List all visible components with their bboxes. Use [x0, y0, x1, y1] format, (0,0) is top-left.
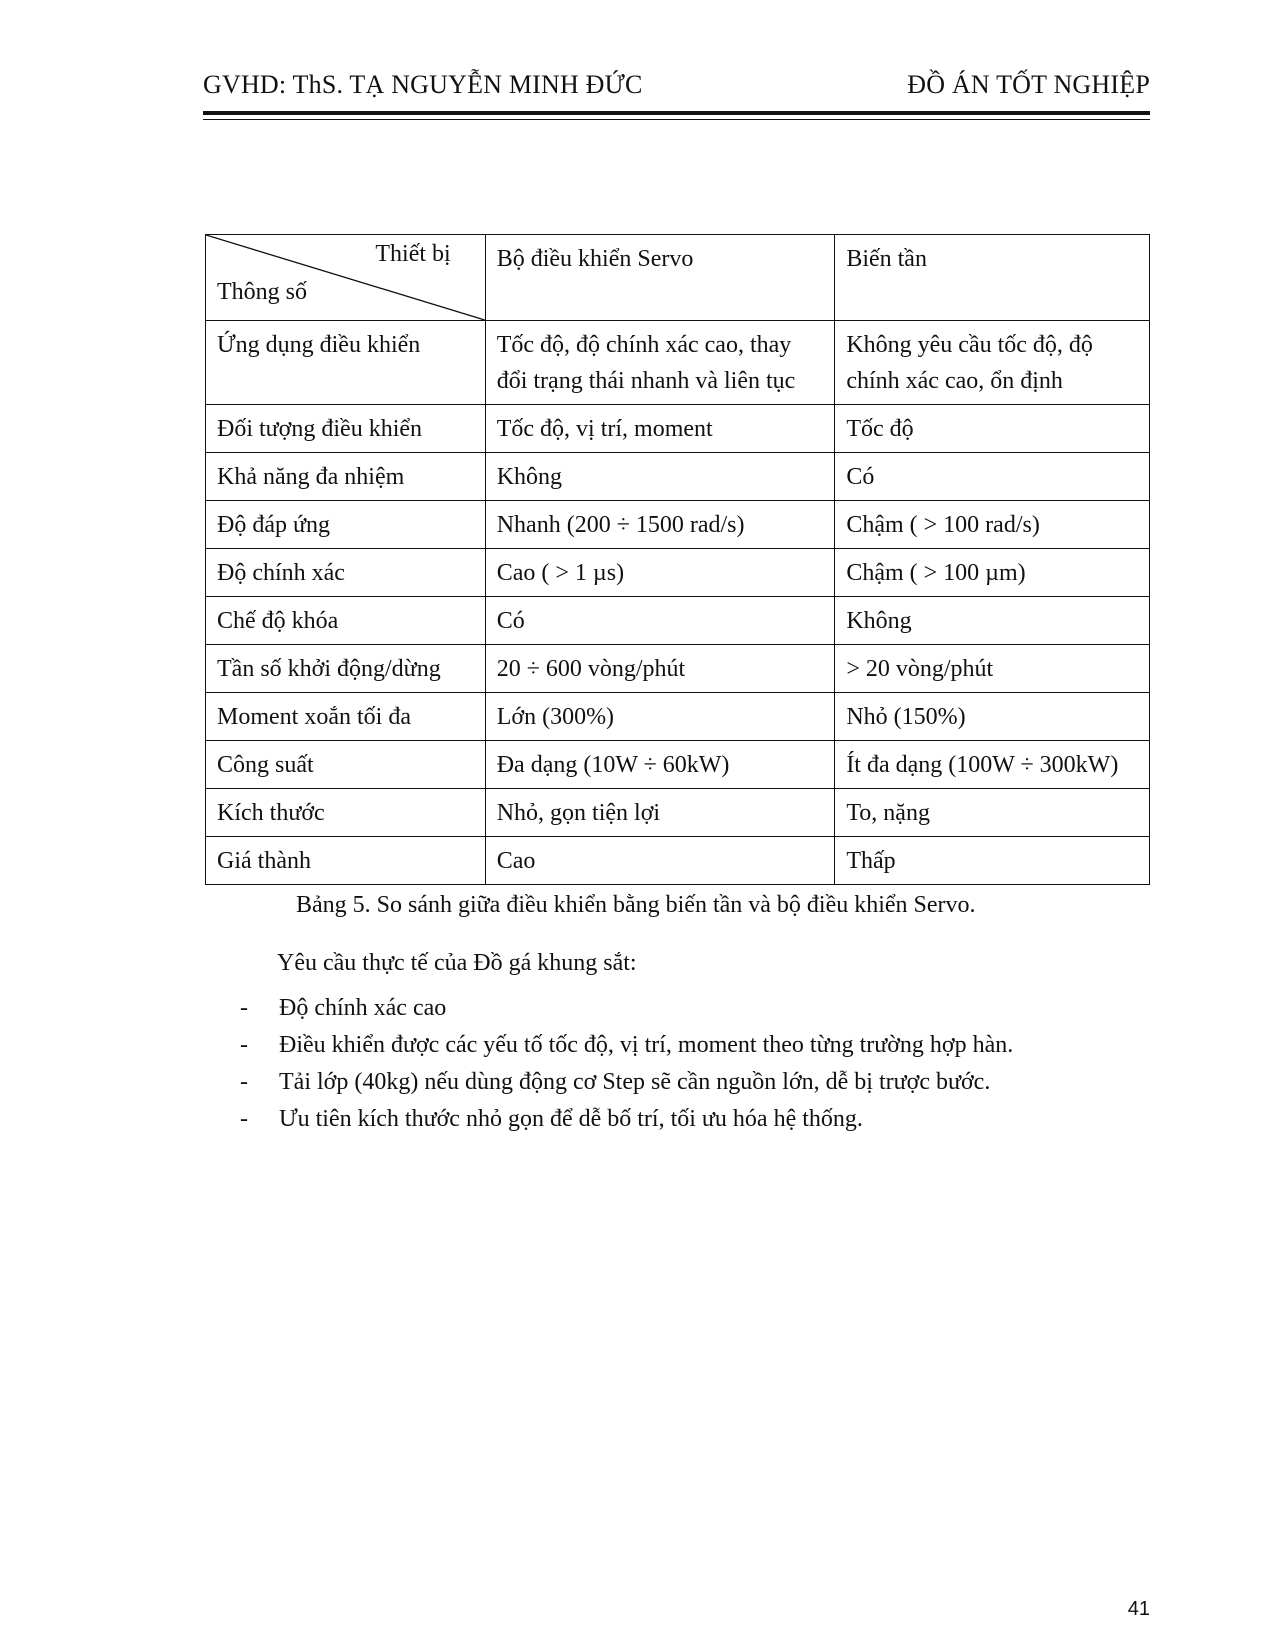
- table-row: [206, 453, 1150, 501]
- requirements-intro: Yêu cầu thực tế của Đồ gá khung sắt:: [277, 950, 637, 976]
- table-row: [206, 549, 1150, 597]
- list-item: [240, 1027, 1013, 1064]
- inverter-cell: > 20 vòng/phút: [835, 645, 1150, 693]
- table-corner-cell: [206, 235, 486, 321]
- servo-cell: Nhanh (200 ÷ 1500 rad/s): [485, 501, 835, 549]
- inverter-cell: Chậm ( > 100 µm): [835, 549, 1150, 597]
- page-number: 41: [1127, 1598, 1150, 1620]
- header-rule-thin: [203, 119, 1150, 120]
- table-row: [206, 693, 1150, 741]
- servo-cell: Không: [485, 453, 835, 501]
- column-header-inverter: Biến tần: [835, 235, 1150, 321]
- inverter-cell: Không yêu cầu tốc độ, độ chính xác cao, ổn định: [835, 321, 1150, 405]
- inverter-cell: Ít đa dạng (100W ÷ 300kW): [835, 741, 1150, 789]
- param-cell: Chế độ khóa: [206, 597, 486, 645]
- param-cell: Khả năng đa nhiệm: [206, 453, 486, 501]
- inverter-cell: Không: [835, 597, 1150, 645]
- servo-cell: Tốc độ, vị trí, moment: [485, 405, 835, 453]
- param-cell: Đối tượng điều khiển: [206, 405, 486, 453]
- header-supervisor: GVHD: ThS. TẠ NGUYỄN MINH ĐỨC: [203, 70, 643, 99]
- list-item-text: Ưu tiên kích thước nhỏ gọn để dễ bố trí, tối ưu hóa hệ thống.: [279, 1106, 863, 1132]
- table-header-row: [206, 235, 1150, 321]
- column-header-servo: Bộ điều khiển Servo: [485, 235, 835, 321]
- servo-cell: Nhỏ, gọn tiện lợi: [485, 789, 835, 837]
- servo-cell: Lớn (300%): [485, 693, 835, 741]
- bullet-dash: -: [240, 1032, 248, 1058]
- corner-label-parameter: Thông số: [217, 279, 307, 305]
- header-rule-thick: [203, 111, 1150, 115]
- param-cell: Công suất: [206, 741, 486, 789]
- param-cell: Độ chính xác: [206, 549, 486, 597]
- servo-cell: Tốc độ, độ chính xác cao, thay đổi trạng thái nhanh và liên tục: [485, 321, 835, 405]
- servo-cell: Đa dạng (10W ÷ 60kW): [485, 741, 835, 789]
- page-header: [203, 70, 1150, 102]
- corner-label-device: Thiết bị: [375, 241, 451, 267]
- param-cell: Tần số khởi động/dừng: [206, 645, 486, 693]
- table-row: [206, 501, 1150, 549]
- table-row: [206, 789, 1150, 837]
- list-item-text: Tải lớp (40kg) nếu dùng động cơ Step sẽ cần nguồn lớn, dễ bị trược bước.: [279, 1069, 991, 1095]
- bullet-dash: -: [240, 1106, 248, 1132]
- param-cell: Ứng dụng điều khiển: [206, 321, 486, 405]
- requirements-list: [240, 990, 1013, 1138]
- list-item: [240, 1101, 1013, 1138]
- list-item: [240, 1064, 1013, 1101]
- table-row: [206, 837, 1150, 885]
- servo-cell: Có: [485, 597, 835, 645]
- servo-cell: Cao: [485, 837, 835, 885]
- param-cell: Kích thước: [206, 789, 486, 837]
- inverter-cell: Chậm ( > 100 rad/s): [835, 501, 1150, 549]
- bullet-dash: -: [240, 1069, 248, 1095]
- table-row: [206, 741, 1150, 789]
- table-row: [206, 645, 1150, 693]
- header-title: ĐỒ ÁN TỐT NGHIỆP: [907, 70, 1150, 99]
- list-item-text: Độ chính xác cao: [279, 995, 447, 1021]
- table-row: [206, 321, 1150, 405]
- param-cell: Moment xoắn tối đa: [206, 693, 486, 741]
- inverter-cell: To, nặng: [835, 789, 1150, 837]
- list-item: [240, 990, 1013, 1027]
- servo-cell: 20 ÷ 600 vòng/phút: [485, 645, 835, 693]
- param-cell: Độ đáp ứng: [206, 501, 486, 549]
- table-row: [206, 405, 1150, 453]
- list-item-text: Điều khiển được các yếu tố tốc độ, vị trí, moment theo từng trường hợp hàn.: [279, 1032, 1014, 1058]
- param-cell: Giá thành: [206, 837, 486, 885]
- inverter-cell: Nhỏ (150%): [835, 693, 1150, 741]
- table-row: [206, 597, 1150, 645]
- inverter-cell: Có: [835, 453, 1150, 501]
- table-caption: Bảng 5. So sánh giữa điều khiển bằng biến tần và bộ điều khiển Servo.: [296, 892, 976, 918]
- bullet-dash: -: [240, 995, 248, 1021]
- inverter-cell: Tốc độ: [835, 405, 1150, 453]
- servo-cell: Cao ( > 1 µs): [485, 549, 835, 597]
- inverter-cell: Thấp: [835, 837, 1150, 885]
- comparison-table: [205, 234, 1150, 885]
